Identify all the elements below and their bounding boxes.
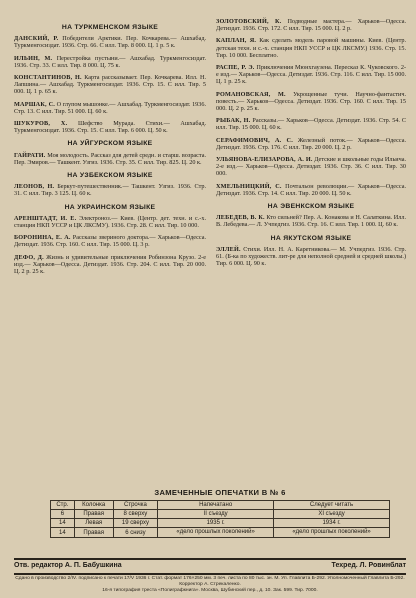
errata-table [50, 500, 390, 538]
errata-header-cell: Стр. [51, 501, 75, 510]
divider-bottom [14, 573, 406, 575]
book-author: РЫБАК, Н. [216, 117, 251, 125]
errata-header-row [51, 501, 390, 510]
book-details: Кто сильней? Пер. А. Конакова и Н. Салаткина. Илл. В. Лебедева.— Л. Учпедгиз. 1936. Стр. 16. С илл. Тир. 1 000. Ц. 60 к. [216, 214, 406, 229]
book-author: ИЛЬИН, М. [14, 54, 53, 62]
errata-header-cell: Колонка [74, 501, 113, 510]
errata-cell: «дело прошлых поколений» [274, 528, 390, 538]
book-author: ЛЕОНОВ, Н. [14, 183, 55, 191]
book-details: Беркут-путешественник.— Ташкент. Узгиз. 1936. Стр. 31. С илл. Тир. 3 125. Ц. 60 к. [14, 183, 206, 198]
book-entry [14, 101, 206, 115]
book-details: Электроноз.— Киев. (Центр. дет. техн. и с.-х. станция НКП УССР и ЦК ЛКСМУ). 1936. Стр. 28. С илл. Тир. 10 000. [14, 214, 206, 230]
errata-cell: 6 [51, 510, 75, 519]
errata-cell: 14 [51, 528, 75, 538]
book-details: Укрощенные тучи. Научно-фантастич. повесть.— Харьков—Одесса. Детиздат. 1936. Стр. 160. С илл. Тир. 15 000. Ц. 2 р. 25 к. [216, 90, 407, 113]
language-heading: НА УКРАИНСКОМ ЯЗЫКЕ [64, 203, 156, 211]
language-heading: НА ЭВЕНКСКОМ ЯЗЫКЕ [267, 203, 355, 211]
language-heading: НА УЗБЕКСКОМ ЯЗЫКЕ [67, 172, 153, 180]
technical-editor: Техред. Л. Ровинблат [331, 562, 406, 569]
book-entry [14, 152, 206, 166]
book-details: Подводные мастера.— Харьков—Одесса. Детиздат. 1936. Стр. 172. С илл. Тир. 15 000. Ц. 2 р. [216, 18, 406, 33]
errata-row [51, 519, 390, 528]
book-author: РАСПЕ, Р. Э. [216, 64, 255, 72]
errata-cell: 6 снизу [113, 528, 158, 538]
book-author: РОМАНОВСКАЯ, М. [216, 90, 286, 98]
book-details: Стихи. Илл. Н. А. Каретникова.— М. Учпедгиз. 1936. Стр. 61. (Б-ка по художеств. лит-ре для неполной средней и средней школы.) Тир. 6 000. Ц. 90 к. [216, 245, 407, 268]
book-entry [14, 183, 206, 197]
book-author: ШУКУРОВ, Х. [14, 120, 68, 128]
book-entry [216, 214, 406, 228]
errata-cell: XI съезду [274, 510, 390, 519]
book-details: Жизнь и удивительные приключения Робинзона Крузо. 2-е изд.— Харьков—Одесса. Детиздат. 1936. Стр. 204. С илл. Тир. 20 000. Ц. 2 р. 25 к. [14, 253, 206, 276]
book-entry [216, 156, 406, 178]
book-details: Победители Арктики. Пер. Кочкарева.— Ашхабад. Туркменгосиздат. 1936. Стр. 66. С илл. Тир. 8 000. Ц. 1 р. 5 к. [14, 35, 207, 50]
errata-header-cell: Следует читать [274, 501, 390, 510]
errata-cell: 19 сверху [113, 519, 158, 528]
book-entry [216, 246, 406, 268]
errata-header-cell: Строчка [113, 501, 158, 510]
book-entry [14, 35, 206, 49]
language-heading: НА ТУРКМЕНСКОМ ЯЗЫКЕ [61, 24, 159, 31]
book-author: ДЕФО, Д. [14, 253, 44, 261]
errata-cell: Левая [74, 519, 113, 528]
language-heading: НА УЙГУРСКОМ ЯЗЫКЕ [67, 140, 153, 148]
book-details: Рассказы.— Харьков—Одесса. Детиздат. 1936. Стр. 54. С илл. Тир. 15 000. Ц. 60 к. [216, 117, 407, 132]
book-author: МАРШАК, С. [14, 100, 56, 108]
book-entry [14, 55, 206, 69]
errata-cell: 14 [51, 519, 75, 528]
book-entry [14, 254, 206, 276]
right-column [216, 18, 406, 272]
printer-line: 16-я типография треста «Полиграфкнига». Москва, Шубинский пер., д. 10. Зак. 599. Тир. 7000. [102, 588, 318, 593]
book-details: Детские и школьные годы Ильича. 2-е изд.— Харьков—Одесса. Детиздат. 1936. Стр. 36. С илл. Тир. 30 000. [216, 156, 407, 178]
book-details: О глупом мышонке.— Ашхабад. Туркменгосиздат. 1936. Стр. 13. С илл. Тир. 51 000. Ц. 60 к. [14, 100, 206, 115]
book-author: УЛЬЯНОВА-ЕЛИЗАРОВА, А. И. [216, 156, 313, 164]
book-entry [216, 91, 406, 113]
book-entry [14, 215, 206, 229]
book-details: Шефство Мурада. Стихи.— Ашхабад. Туркменгосиздат. 1936. Стр. 15. С илл. Тир. 6 000. Ц. 50 к. [14, 120, 207, 135]
errata-cell: 8 сверху [113, 510, 158, 519]
book-author: СЕРАФИМОВИЧ, А. С. [216, 136, 293, 144]
book-author: АРЕНШТАДТ, И. Е. [14, 214, 77, 222]
book-details: Приключения Мюнхгаузена. Пересказ К. Чуковского. 2-е изд.— Харьков—Одесса. Детиздат. 1936. Стр. 116. С илл. Тир. 15 000. Ц. 1 р. 25 к. [216, 64, 407, 86]
responsible-editor: Отв. редактор А. П. Бабушкина [14, 562, 122, 569]
book-entry [14, 74, 206, 96]
book-author: КАПЛАН, Я. [216, 37, 257, 45]
book-entry [216, 37, 406, 59]
book-author: ГАЙРАТИ. [14, 151, 46, 159]
book-author: ЭЛЛЕЙ. [216, 245, 241, 253]
book-author: ДАНСКИЙ, Р. [14, 35, 59, 43]
book-entry [216, 183, 406, 197]
book-details: Почтальон революции.— Харьков—Одесса. Детиздат. 1936. Стр. 14. С илл. Тир. 20 000. Ц. 50 к. [216, 182, 407, 197]
book-details: Железный поток.— Харьков—Одесса. Детиздат. 1936. Стр. 176. С илл. Тир. 20 000. Ц. 2 р. [216, 136, 406, 151]
book-details: Моя молодость. Рассказ для детей средн. и старш. возраста. Пер. Эмиров.— Ташкент. Узгиз. 1936. Стр. 35. С илл. Тир. 825. Ц. 20 к. [14, 151, 206, 166]
language-heading: НА ЯКУТСКОМ ЯЗЫКЕ [270, 234, 352, 242]
imprint-line: Сдано в производство 2/IV. подписано к печати 17/V 1936 г. Стат. формат 176×250 мм. 3 печ. листа по 80 тыс. зн. М. Уп. Главлита Б-292. Уполномоченный Главлита Б-292. Корректор А. Стрекаленко. [15, 576, 405, 587]
errata-header-cell: Напечатано [158, 501, 274, 510]
divider-top [14, 558, 406, 560]
book-author: КОНСТАНТИНОВ, Н. [14, 74, 82, 82]
errata-title: ЗАМЕЧЕННЫЕ ОПЕЧАТКИ В № 6 [154, 488, 286, 497]
errata-row [51, 528, 390, 538]
errata-cell: II съезду [158, 510, 274, 519]
book-author: БОРОНИНА, Е. А. [14, 234, 71, 242]
book-details: Карта рассказывает. Пер. Кочкарева. Илл. Н. Лапшина.— Ашхабад. Туркменгосиздат. 1936. Стр. 15. С илл. Тир. 5 000. Ц. 1 р. 65 к. [14, 74, 206, 96]
book-author: ЛЕБЕДЕВ, В. К. [216, 214, 265, 222]
book-author: ХМЕЛЬНИЦКИЙ, С. [216, 182, 282, 190]
book-details: Перестройка пустыни.— Ашхабад. Туркменгосиздат. 1936. Стр. 33. С илл. Тир. 8 000. Ц. 75 к. [14, 54, 206, 69]
book-details: Рассказы звериного доктора.— Харьков—Одесса. Детиздат. 1936. Стр. 160. С илл. Тир. 15 000. Ц. 3 р. [14, 234, 207, 249]
errata-section [50, 488, 390, 538]
book-entry [14, 120, 206, 134]
book-author: ЗОЛОТОВСКИЙ, К. [216, 18, 282, 25]
book-entry [216, 64, 406, 86]
errata-cell: Правая [74, 528, 113, 538]
errata-cell: Правая [74, 510, 113, 519]
book-entry [216, 137, 406, 151]
book-details: Как сделать модель паровой машины. Киев. (Центр. детская техн. и с.-х. станция НКП УССР и ЦК ЛКСМУ.) 1936. Стр. 15. Тир. 10 000. Бесплатно. [216, 37, 406, 59]
book-entry [14, 234, 206, 248]
errata-cell: «дело прошлых поколений» [158, 528, 274, 538]
left-column [14, 18, 206, 280]
book-entry [216, 117, 406, 131]
errata-row [51, 510, 390, 519]
errata-cell: 1934 г. [274, 519, 390, 528]
errata-cell: 1935 г. [158, 519, 274, 528]
book-entry [216, 18, 406, 32]
